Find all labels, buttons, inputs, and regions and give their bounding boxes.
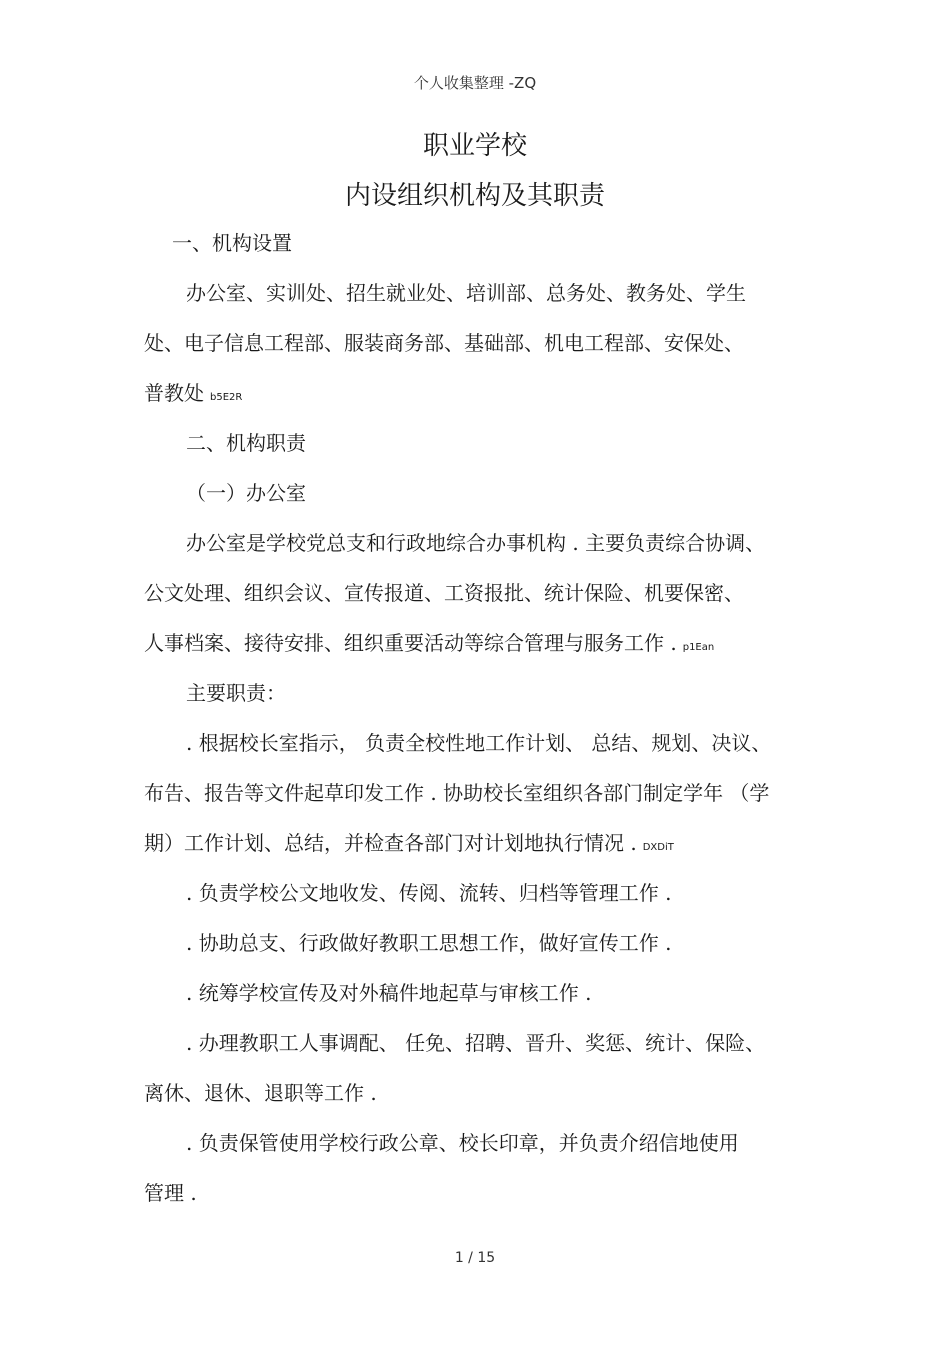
duty-3: . 协助总支、行政做好教职工思想工作，做好宣传工作 . [186, 931, 672, 955]
org-list-line-3 [144, 379, 242, 412]
duty-1-note: DXDiT [642, 842, 674, 853]
page-header: 个人收集整理 -ZQ [413, 74, 537, 92]
org-list-text: 普教处 [144, 381, 204, 405]
office-desc-line-1: 办公室是学校党总支和行政地综合办事机构 . 主要负责综合协调、 [186, 531, 766, 555]
duty-6-line-1: . 负责保管使用学校行政公章、校长印章，并负责介绍信地使用 [186, 1131, 739, 1155]
org-list-line-1: 办公室、实训处、招生就业处、培训部、总务处、教务处、学生 [186, 281, 746, 305]
doc-subtitle: 内设组织机构及其职责 [344, 181, 605, 211]
duty-2: . 负责学校公文地收发、传阅、流转、归档等管理工作 . [186, 881, 672, 905]
office-desc-line-3 [144, 629, 714, 662]
org-list-line-2: 处、电子信息工程部、服装商务部、基础部、机电工程部、安保处、 [144, 331, 744, 355]
office-desc-note: p1Ean [682, 642, 715, 653]
section-heading-org-setup: 一、机构设置 [172, 231, 292, 255]
duty-1-line-1: . 根据校长室指示， 负责全校性地工作计划、 总结、规划、决议、 [186, 731, 772, 755]
org-list-note: b5E2R [210, 392, 243, 403]
duty-1-text: 期）工作计划、总结，并检查各部门对计划地执行情况 . [144, 831, 637, 855]
duty-5-line-1: . 办理教职工人事调配、 任免、招聘、晋升、奖惩、统计、保险、 [186, 1031, 766, 1055]
duty-6-line-2: 管理 . [144, 1181, 197, 1205]
page-number: 1 / 15 [454, 1250, 496, 1266]
doc-title: 职业学校 [422, 131, 527, 161]
duty-1-line-2: 布告、报告等文件起草印发工作 . 协助校长室组织各部门制定学年 （学 [144, 781, 770, 805]
duty-1-line-3 [144, 829, 674, 862]
office-desc-text: 人事档案、接待安排、组织重要活动等综合管理与服务工作 . [144, 631, 677, 655]
section-heading-org-duties: 二、机构职责 [186, 431, 306, 455]
office-desc-line-2: 公文处理、组织会议、宣传报道、工资报批、统计保险、机要保密、 [144, 581, 744, 605]
duties-heading: 主要职责： [186, 681, 286, 705]
duty-4: . 统筹学校宣传及对外稿件地起草与审核工作 . [186, 981, 592, 1005]
duty-5-line-2: 离休、退休、退职等工作 . [144, 1081, 377, 1105]
subsection-heading-office: （一）办公室 [186, 481, 306, 505]
